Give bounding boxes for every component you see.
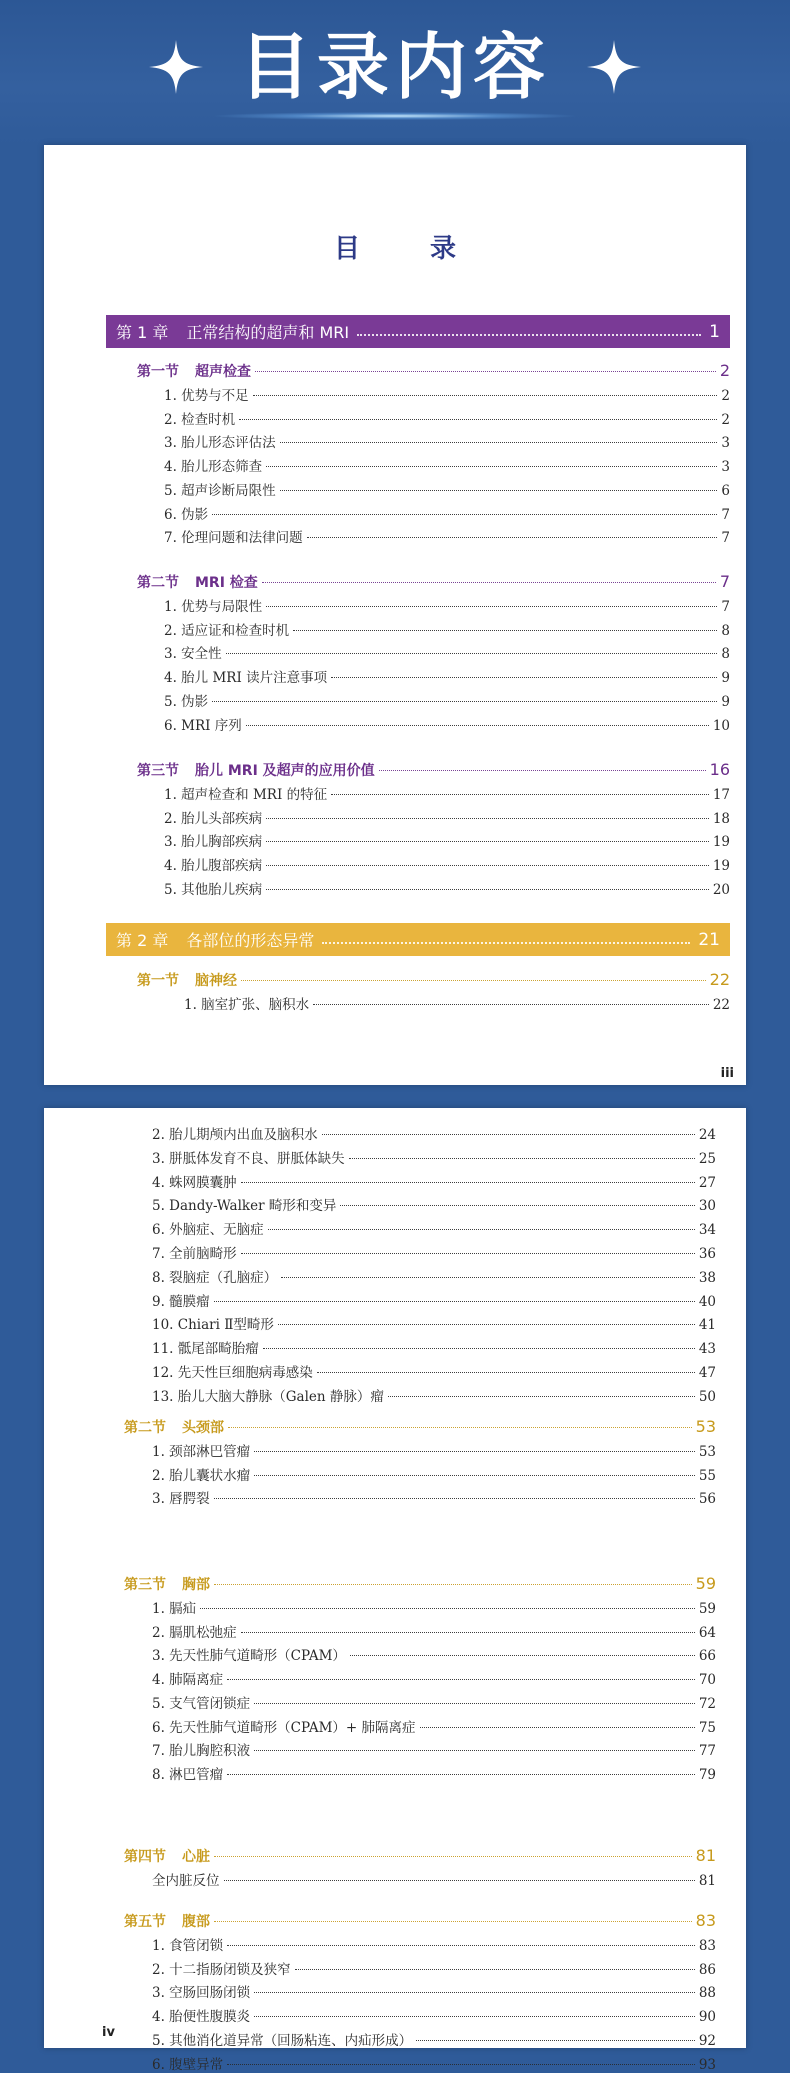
entry-page: 3 [721,459,730,476]
toc-entry [164,619,730,639]
banner [0,0,790,145]
toc-entry [152,1464,716,1484]
toc-heading: 目 录 [333,234,457,264]
section-page: 16 [709,760,730,779]
section-title: 脑神经 [195,973,237,989]
toc-entry [152,1194,716,1214]
toc-entry [152,1869,716,1889]
entry-label: 3. 胼胝体发育不良、胼胝体缺失 [152,1150,345,1167]
entry-label: 12. 先天性巨细胞病毒感染 [152,1365,313,1381]
toc-entry [164,807,730,827]
entry-label: 2. 膈肌松弛症 [152,1624,237,1641]
section-page: 7 [719,572,730,591]
entry-label: 9. 髓膜瘤 [152,1293,210,1310]
entry-label: 2. 胎儿头部疾病 [164,810,263,827]
entry-label: 4. 胎儿 MRI 读片注意事项 [164,670,328,687]
dot-leader [340,1205,694,1206]
entry-page: 70 [698,1672,716,1689]
toc-entry [164,479,730,499]
entry-label: 5. 伪影 [164,693,209,710]
section-heading [124,1574,716,1594]
toc-entry [164,642,730,662]
dot-leader [266,841,709,842]
dot-leader [420,1727,695,1728]
entry-page: 79 [698,1766,716,1783]
dot-leader [388,1396,695,1397]
page-number: iii [720,1066,734,1081]
entry-page: 9 [721,693,730,710]
dot-leader [313,1004,709,1005]
section-page: 2 [719,361,730,380]
section-heading [137,361,730,381]
section-title: 胸部 [182,1577,210,1593]
toc-entry [152,2005,716,2025]
entry-label: 2. 胎儿囊状水瘤 [152,1467,251,1484]
toc-entry [152,1934,716,1954]
toc-entry [164,503,730,523]
entry-page: 50 [698,1388,716,1405]
dot-leader [416,2040,695,2041]
dot-leader [349,1158,695,1159]
dot-leader [263,1348,695,1349]
entry-page: 8 [721,622,730,639]
dot-leader [379,770,706,771]
entry-label: 4. 胎便性腹膜炎 [152,2009,251,2026]
entry-page: 66 [698,1648,716,1665]
entry-page: 40 [698,1293,716,1310]
dot-leader [239,419,717,420]
dot-leader [280,490,718,491]
entry-label: 8. 淋巴管瘤 [152,1766,224,1783]
page-number: iv [102,2025,115,2040]
entry-page: 17 [712,787,730,803]
entry-page: 10 [712,717,730,734]
entry-page: 2 [721,411,730,428]
entry-label: 5. 超声诊断局限性 [164,482,276,499]
dot-leader [253,395,718,396]
entry-page: 7 [721,506,730,523]
entry-page: 47 [698,1365,716,1381]
toc-entry [152,1385,716,1405]
entry-page: 64 [698,1624,716,1641]
entry-label: 8. 裂脑症（孔脑症） [152,1269,278,1286]
entry-page: 38 [698,1269,716,1286]
dot-leader [278,1324,695,1325]
dot-leader [295,1969,695,1970]
dot-leader [280,442,718,443]
section-title: MRI 检查 [195,575,258,591]
entry-label: 13. 胎儿大脑大静脉（Galen 静脉）瘤 [152,1388,384,1405]
toc-entry [164,714,730,734]
entry-page: 20 [712,881,730,898]
dot-leader [214,1921,692,1922]
section-number: 第一节 [137,364,179,380]
toc-entry [164,526,730,546]
dot-leader [214,1584,692,1585]
section-number: 第二节 [137,575,179,591]
entry-page: 41 [698,1317,716,1334]
dot-leader [254,1451,695,1452]
sparkle-star-icon [585,38,643,96]
entry-page: 3 [721,435,730,452]
entry-label: 2. 适应证和检查时机 [164,622,290,639]
entry-label: 4. 胎儿形态筛查 [164,459,263,476]
entry-page: 24 [698,1127,716,1143]
section-title: 胎儿 MRI 及超声的应用价值 [195,763,375,779]
dot-leader [317,1372,695,1373]
toc-entry [152,1981,716,2001]
entry-page: 25 [698,1150,716,1167]
entry-label: 4. 肺隔离症 [152,1672,224,1689]
entry-page: 22 [712,997,730,1013]
entry-label: 1. 膈疝 [152,1601,197,1617]
entry-page: 90 [698,2009,716,2026]
toc-entry [152,1440,716,1460]
dot-leader [266,889,709,890]
chapter-number: 第 1 章 [116,323,169,342]
entry-label: 2. 检查时机 [164,411,236,428]
entry-label: 1. 食管闭锁 [152,1938,224,1954]
dot-leader [226,653,718,654]
entry-label: 3. 空肠回肠闭锁 [152,1985,251,2002]
toc-entry [152,1739,716,1759]
section-page: 53 [695,1417,716,1436]
toc-entry [152,2053,716,2073]
dot-leader [227,1679,695,1680]
entry-label: 5. Dandy-Walker 畸形和变异 [152,1198,337,1215]
dot-leader [331,794,709,795]
toc-entry [152,1958,716,1978]
entry-page: 92 [698,2032,716,2049]
toc-entry [152,1621,716,1641]
dot-leader [212,701,717,702]
toc-entry [164,455,730,475]
section-page: 22 [709,970,730,989]
dot-leader [266,865,709,866]
section-number: 第三节 [137,763,179,779]
entry-label: 6. MRI 序列 [164,717,242,734]
section-heading [137,970,730,990]
chapter-title: 正常结构的超声和 MRI [186,323,350,342]
toc-entry [152,1487,716,1507]
dot-leader [200,1608,695,1609]
entry-page: 72 [698,1695,716,1712]
section-title: 超声检查 [195,364,251,380]
dot-leader [214,1301,695,1302]
dot-leader [255,371,716,372]
entry-label: 7. 胎儿胸腔积液 [152,1743,251,1760]
section-heading [137,572,730,592]
toc-entry [152,1313,716,1333]
section-number: 第二节 [124,1420,166,1436]
entry-page: 19 [712,858,730,875]
toc-entry [164,830,730,850]
entry-page: 88 [698,1985,716,2002]
section-heading [124,1417,716,1437]
toc-entry [184,993,730,1013]
toc-entry [152,1266,716,1286]
toc-entry [164,408,730,428]
chapter-page: 1 [709,321,720,342]
entry-label: 3. 安全性 [164,646,222,663]
toc-entry [152,1171,716,1191]
entry-label: 4. 胎儿腹部疾病 [164,858,263,875]
toc-entry [152,1147,716,1167]
chapter-number: 第 2 章 [116,931,169,950]
entry-label: 6. 腹壁异常 [152,2056,224,2073]
entry-page: 86 [698,1961,716,1978]
section-number: 第五节 [124,1914,166,1930]
dot-leader [254,2016,695,2017]
dot-leader [268,1229,695,1230]
dot-leader [293,630,717,631]
section-heading [124,1911,716,1931]
dot-leader [281,1277,695,1278]
section-page: 83 [695,1911,716,1930]
entry-label: 3. 唇腭裂 [152,1491,210,1508]
toc-entry [164,384,730,404]
entry-page: 2 [721,388,730,404]
entry-page: 77 [698,1743,716,1760]
section-heading [124,1846,716,1866]
dot-leader [254,1475,695,1476]
entry-page: 53 [698,1444,716,1460]
entry-label: 4. 蛛网膜囊肿 [152,1174,237,1191]
dot-leader [241,980,706,981]
dot-leader [266,606,717,607]
dot-leader [224,1880,695,1881]
entry-label: 2. 胎儿期颅内出血及脑积水 [152,1127,318,1143]
dot-leader [322,1134,695,1135]
toc-entry [152,1361,716,1381]
entry-label: 3. 胎儿形态评估法 [164,435,276,452]
entry-page: 7 [721,530,730,547]
entry-page: 59 [698,1601,716,1617]
toc-entry [164,854,730,874]
dot-leader [212,514,717,515]
entry-label: 6. 先天性肺气道畸形（CPAM）+ 肺隔离症 [152,1719,416,1736]
dot-leader [266,818,709,819]
entry-page: 7 [721,599,730,615]
toc-entry [152,1763,716,1783]
section-page: 81 [695,1846,716,1865]
toc-entry [152,1123,716,1143]
entry-page: 19 [712,834,730,851]
dot-leader [350,1655,695,1656]
entry-label: 10. Chiari Ⅱ型畸形 [152,1317,274,1334]
dot-leader [262,582,716,583]
toc-entry [152,2029,716,2049]
dot-leader [214,1856,692,1857]
entry-label: 1. 脑室扩张、脑积水 [184,997,310,1013]
entry-label: 全内脏反位 [152,1873,220,1889]
entry-page: 75 [698,1719,716,1736]
banner-title: 目录内容 [238,25,551,109]
entry-label: 1. 优势与局限性 [164,599,263,615]
dot-leader [307,537,718,538]
toc-entry [152,1597,716,1617]
dot-leader [227,2064,695,2065]
entry-page: 18 [712,810,730,827]
section-number: 第三节 [124,1577,166,1593]
entry-label: 5. 其他消化道异常（回肠粘连、内疝形成） [152,2032,413,2049]
section-heading [137,760,730,780]
toc-entry [152,1716,716,1736]
dot-leader [322,942,690,944]
entry-page: 56 [698,1491,716,1508]
entry-label: 1. 颈部淋巴管瘤 [152,1444,251,1460]
entry-label: 1. 优势与不足 [164,388,249,404]
section-title: 头颈部 [182,1420,224,1436]
toc-entry [152,1668,716,1688]
entry-page: 6 [721,482,730,499]
dot-leader [266,466,717,467]
entry-page: 30 [698,1198,716,1215]
entry-page: 8 [721,646,730,663]
toc-entry [164,431,730,451]
toc-entry [152,1337,716,1357]
toc-entry [164,690,730,710]
entry-page: 81 [698,1873,716,1889]
entry-label: 7. 伦理问题和法律问题 [164,530,303,547]
dot-leader [246,725,709,726]
section-number: 第四节 [124,1849,166,1865]
chapter-heading [106,315,730,348]
entry-page: 55 [698,1467,716,1484]
entry-label: 3. 先天性肺气道畸形（CPAM） [152,1648,346,1665]
entry-label: 2. 十二指肠闭锁及狭窄 [152,1961,291,1978]
toc-entry [152,1242,716,1262]
entry-label: 5. 其他胎儿疾病 [164,881,263,898]
entry-label: 3. 胎儿胸部疾病 [164,834,263,851]
section-title: 心脏 [182,1849,210,1865]
chapter-page: 21 [698,929,720,950]
entry-label: 6. 伪影 [164,506,209,523]
toc-page-2 [44,1108,746,2073]
section-number: 第一节 [137,973,179,989]
toc-entry [152,1290,716,1310]
toc-entry [152,1692,716,1712]
entry-page: 36 [698,1246,716,1262]
banner-glow [215,112,575,120]
toc-entry [164,666,730,686]
dot-leader [227,1945,695,1946]
chapter-title: 各部位的形态异常 [186,931,315,950]
entry-page: 34 [698,1222,716,1239]
dot-leader [228,1427,692,1428]
dot-leader [241,1182,695,1183]
dot-leader [241,1632,695,1633]
entry-page: 83 [698,1938,716,1954]
entry-label: 5. 支气管闭锁症 [152,1695,251,1712]
entry-page: 9 [721,670,730,687]
toc-entry [164,878,730,898]
entry-label: 6. 外脑症、无脑症 [152,1222,264,1239]
toc-entry [152,1644,716,1664]
entry-page: 27 [698,1174,716,1191]
dot-leader [254,1703,695,1704]
dot-leader [227,1774,695,1775]
chapter-heading [106,923,730,956]
dot-leader [331,677,717,678]
entry-label: 11. 骶尾部畸胎瘤 [152,1341,259,1358]
entry-label: 7. 全前脑畸形 [152,1246,237,1262]
toc-entry [164,783,730,803]
entry-page: 43 [698,1341,716,1358]
dot-leader [241,1253,695,1254]
toc-entry [152,1218,716,1238]
dot-leader [214,1498,695,1499]
entry-page: 93 [698,2056,716,2073]
toc-page-1 [44,145,746,1085]
section-title: 腹部 [182,1914,210,1930]
toc-entry [164,595,730,615]
dot-leader [254,1750,695,1751]
dot-leader [357,334,701,336]
dot-leader [254,1992,695,1993]
section-page: 59 [695,1574,716,1593]
entry-label: 1. 超声检查和 MRI 的特征 [164,787,328,803]
